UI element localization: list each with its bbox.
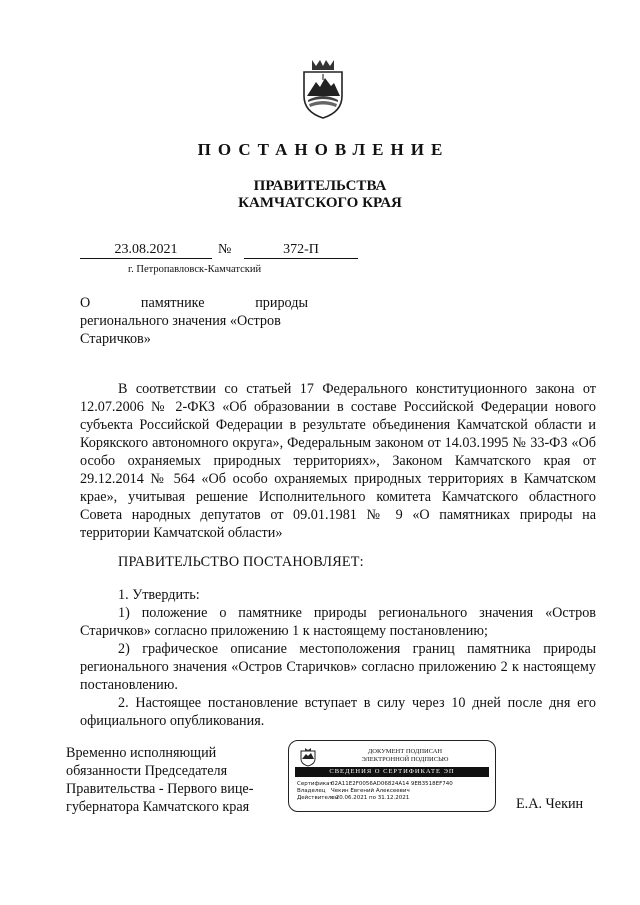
coat-of-arms-icon xyxy=(298,56,348,120)
issuer-line-2: КАМЧАТСКОГО КРАЯ xyxy=(238,195,402,211)
issuer-line-1: ПРАВИТЕЛЬСТВА xyxy=(253,178,387,194)
subject-line: Старичков» xyxy=(80,331,151,347)
electronic-signature-stamp xyxy=(288,740,496,812)
position-line: губернатора Камчатского края xyxy=(66,799,250,815)
stamp-key: Владелец xyxy=(297,788,326,794)
stamp-key: Действителен xyxy=(297,795,339,801)
stamp-emblem-icon xyxy=(299,747,317,767)
subject-word: природы xyxy=(255,295,308,311)
position-line: Правительства - Первого вице- xyxy=(66,781,254,797)
stamp-value: Чекин Евгений Алексеевич xyxy=(331,788,410,794)
document-date: 23.08.2021 xyxy=(80,242,212,259)
stamp-details xyxy=(297,781,487,802)
stamp-bar: СВЕДЕНИЯ О СЕРТИФИКАТЕ ЭП xyxy=(295,767,489,777)
document-title: ПОСТАНОВЛЕНИЕ xyxy=(197,140,450,159)
position-line: Временно исполняющий xyxy=(66,745,217,761)
item-1: 1. Утвердить: xyxy=(118,587,200,603)
subject-line: регионального значения «Остров xyxy=(80,313,281,329)
decree-items xyxy=(80,586,596,730)
stamp-value: с 20.06.2021 по 31.12.2021 xyxy=(331,795,410,801)
signatory-position xyxy=(66,744,276,816)
item-2: 2. Настоящее постановление вступает в силу через 10 дней после дня его официального опубликования. xyxy=(80,695,596,729)
decree-heading: ПРАВИТЕЛЬСТВО ПОСТАНОВЛЯЕТ: xyxy=(118,554,364,570)
stamp-line: ДОКУМЕНТ ПОДПИСАН xyxy=(367,748,443,755)
subject-word: памятнике xyxy=(140,295,205,311)
number-sign: № xyxy=(218,242,232,257)
subject-word: О xyxy=(80,295,91,311)
document-meta xyxy=(80,242,360,278)
stamp-row xyxy=(297,781,487,788)
stamp-heading xyxy=(325,748,485,764)
stamp-line: ЭЛЕКТРОННОЙ ПОДПИСЬЮ xyxy=(361,756,449,763)
stamp-row xyxy=(297,795,487,802)
signatory-name: Е.А. Чекин xyxy=(516,796,584,812)
preamble: В соответствии со статьей 17 Федерального конституционного закона от 12.07.2006 № 2-ФКЗ «Об образовании в составе Российской Федерации нового субъекта Российской Федерации в результате объединения Камчатской области и Корякского автономного округа», Федеральным законом от 14.03.1995 № 33-ФЗ «Об особо охраняемых природных территориях», Законом Камчатского края от 29.12.2014 № 564 «Об особо охраняемых природных территориях в Камчатском крае», учитывая решение Исполнительного комитета Камчатского областного Совета народных депутатов от 09.01.1981 № 9 «О памятниках природы на территории Камчатской области» xyxy=(80,381,596,541)
item-1-1: 1) положение о памятнике природы регионального значения «Остров Старичков» согласно приложению 1 к настоящему постановлению; xyxy=(80,605,596,639)
stamp-row xyxy=(297,788,487,795)
stamp-key: Сертификат xyxy=(297,781,333,787)
stamp-value: 02A11E2F0056AD06824A14 9EB3518EF740 xyxy=(331,781,453,787)
position-line: обязанности Председателя xyxy=(66,763,228,779)
document-number: 372-П xyxy=(244,242,358,259)
city: г. Петропавловск-Камчатский xyxy=(128,264,262,275)
document-subject xyxy=(80,294,308,348)
item-1-2: 2) графическое описание местоположения границ памятника природы регионального значения «Остров Старичков» согласно приложению 2 к настоящему постановлению. xyxy=(80,641,596,693)
